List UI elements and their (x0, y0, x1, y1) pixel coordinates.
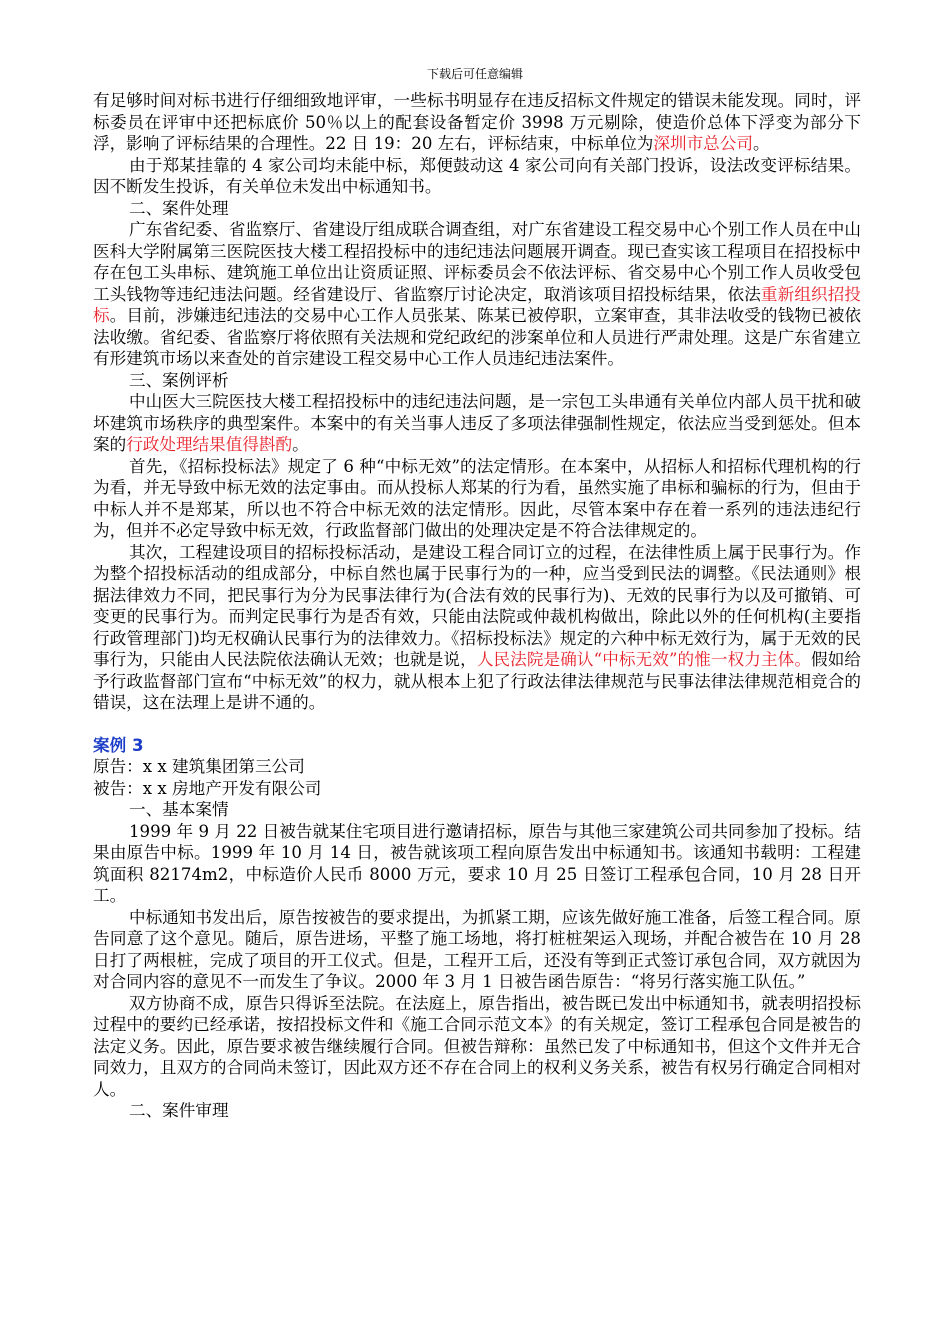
paragraph-evaluation-result (93, 90, 861, 155)
paragraph-text: 其次，工程建设项目的招标投标活动，是建设工程合同订立的过程，在法律性质上属于民事行为。作为整个招投标活动的组成部分，中标自然也属于民事行为的一种，应当受到民法的调整。《民法通则》根据法律效力不同，把民事行为分为民事法律行为(合法有效的民事行为)、无效的民事行为以及可撤销、可变更的民事行为。而判定民事行为是否有效，只能由法院或仲裁机构做出，除此以外的任何机构(主要指行政管理部门)均无权确认民事行为的法律效力。《招标投标法》规定的六种中标无效行为，属于无效的民事行为，只能由人民法院依法确认无效；也就是说， (93, 542, 861, 669)
paragraph-litigation: 双方协商不成，原告只得诉至法院。在法庭上，原告指出，被告既已发出中标通知书，就表明招投标过程中的要约已经承诺，按招投标文件和《施工合同示范文本》的有关规定，签订工程承包合同是被告的法定义务。因此，原告要求被告继续履行合同。但被告辩称：虽然已发了中标通知书，但这个文件并无合同效力，且双方的合同尚未签订，因此双方还不存在合同上的权利义务关系，被告有权另行确定合同相对人。 (93, 993, 861, 1099)
plaintiff-line: 原告：x x 建筑集团第三公司 (93, 757, 305, 776)
paragraph-text: 有足够时间对标书进行仔细细致地评审，一些标书明显存在违反招标文件规定的错误未能发现。同时，评标委员在评审中还把标底价 50％以上的配套设备暂定价 3998 万元剔除，使造价总体下浮变为部分下浮，影响了评标结果的合理性。22 日 19：20 左右，评标结束，中标单位为 (93, 91, 861, 153)
paragraph-text: 广东省纪委、省监察厅、省建设厅组成联合调查组，对广东省建设工程交易中心个别工作人员在中山医科大学附属第三医院医技大楼工程招投标中的违纪违法问题展开调查。现已查实该工程项目在招投标中存在包工头串标、建筑施工单位出让资质证照、评标委员会不依法评标、省交易中心个别工作人员收受包工头钱物等违纪违法问题。经省建设厅、省监察厅讨论决定，取消该项目招投标结果，依法 (93, 220, 861, 304)
paragraph-text: 假如给予行政监督部门宣布“中标无效”的权力，就从根本上犯了行政法律法律规范与民事法律法律规范相竞合的错误，这在法理上是讲不通的。 (93, 650, 861, 712)
paragraph-complaint: 由于郑某挂靠的 4 家公司均未能中标，郑便鼓动这 4 家公司向有关部门投诉，设法改变评标结果。因不断发生投诉，有关单位未发出中标通知书。 (93, 155, 861, 196)
paragraph-text: 。目前，涉嫌违纪违法的交易中心工作人员张某、陈某已被停职，立案审查，其非法收受的钱物已被依法收缴。省纪委、省监察厅将依照有关法规和党纪政纪的涉案单位和人员进行严肃处理。这是广东省建立有形建筑市场以来查处的首宗建设工程交易中心工作人员违纪违法案件。 (93, 306, 862, 368)
page-header: 下载后可任意编辑 (426, 67, 523, 81)
section-heading-case-handling: 二、案件处理 (129, 198, 229, 218)
paragraph-text: 。 (752, 134, 770, 153)
paragraph-analysis-intro (93, 391, 861, 456)
defendant-line: 被告：x x 房地产开发有限公司 (93, 778, 322, 798)
paragraph-first-point: 首先，《招标投标法》规定了 6 种“中标无效”的法定情形。在本案中，从招标人和招标代理机构的行为看，并无导致中标无效的法定事由。而从投标人郑某的行为看，虽然实施了串标和骗标的行为，但由于中标人并不是郑某，所以也不符合中标无效的法定情形。因此，尽管本案中存在着一系列的违法违纪行为，但并不必定导致中标无效，行政监督部门做出的处理决定是不符合法律规定的。 (93, 456, 861, 540)
paragraph-basic-facts: 1999 年 9 月 22 日被告就某住宅项目进行邀请招标，原告与其他三家建筑公司共同参加了投标。结果由原告中标。1999 年 10 月 14 日，被告就该项工程向原告发出中标通知书。该通知书载明：工程建筑面积 82174m2，中标造价人民币 8000 万元，要求 10 月 25 日签订工程承包合同，10 月 28 日开工。 (93, 821, 861, 905)
paragraph-case-handling (93, 219, 861, 370)
highlighted-text: 人民法院是确认“中标无效”的惟一权力主体。 (476, 650, 812, 669)
case-3-title: 案例 3 (93, 735, 144, 755)
highlighted-text: 重新组织招投标 (93, 284, 862, 325)
section-heading-basic-facts: 一、基本案情 (129, 800, 229, 819)
highlighted-text: 深圳市总公司 (653, 134, 753, 153)
paragraph-text: 中山医大三院医技大楼工程招投标中的违纪违法问题，是一宗包工头串通有关单位内部人员干扰和破坏建筑市场秩序的典型案件。本案中的有关当事人违反了多项法律强制性规定，依法应当受到惩处。但本案的 (93, 392, 861, 454)
section-heading-case-analysis: 三、案例评析 (129, 370, 229, 390)
paragraph-text: 。 (292, 435, 309, 454)
paragraph-dispute: 中标通知书发出后，原告按被告的要求提出，为抓紧工期，应该先做好施工准备，后签工程合同。原告同意了这个意见。随后，原告进场，平整了施工场地，将打桩桩架运入现场，并配合被告在 10 月 28 日打了两根桩，完成了项目的开工仪式。但是，工程开工后，还没有等到正式签订承包合同，双方就因为对合同内容的意见不一而发生了争议。2000 年 3 月 1 日被告函告原告：“将另行落实施工队伍。” (93, 907, 861, 991)
section-heading-trial: 二、案件审理 (129, 1101, 229, 1120)
highlighted-text: 行政处理结果值得斟酌 (126, 435, 293, 454)
spacer (93, 714, 861, 735)
paragraph-second-point (93, 542, 861, 714)
document-body (93, 90, 861, 1122)
